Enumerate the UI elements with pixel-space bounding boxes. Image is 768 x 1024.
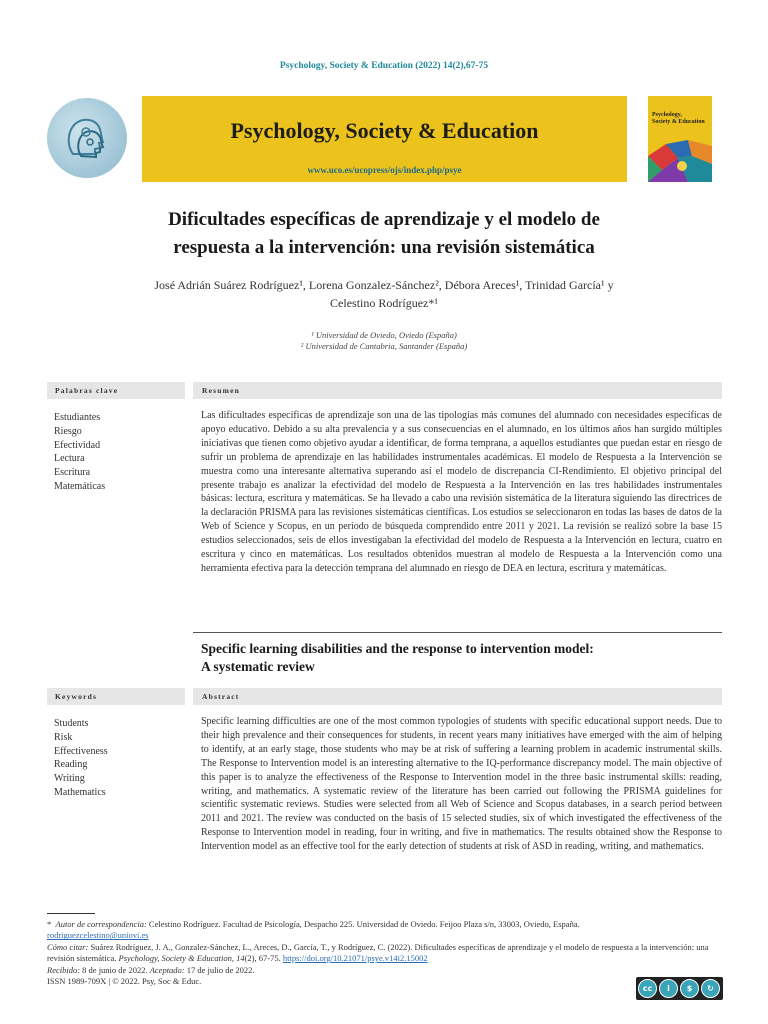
- journal-logo: [47, 98, 127, 178]
- authors-line: Celestino Rodríguez*¹: [330, 296, 438, 310]
- keyword-item: Matemáticas: [54, 480, 106, 492]
- authors: [100, 276, 668, 312]
- correspondence-email-link[interactable]: rodriguezcelestino@uniovi.es: [47, 930, 149, 941]
- english-title: [201, 640, 701, 676]
- cover-title: [652, 112, 710, 126]
- abstract-heading-en: Abstract: [193, 688, 722, 705]
- citation-note: [47, 942, 723, 965]
- journal-cover-thumbnail: [648, 96, 712, 182]
- received-date: 8 de junio de 2022.: [82, 964, 148, 975]
- footnote-rule: [47, 913, 95, 914]
- correspondence-label: Autor de correspondencia:: [55, 919, 147, 929]
- keyword-item: Efectividad: [54, 439, 101, 451]
- footnote: [47, 919, 723, 987]
- attribution-icon: i: [659, 979, 678, 998]
- creative-commons-license-badge[interactable]: [636, 977, 723, 1000]
- journal-url-link[interactable]: www.uco.es/ucopress/ojs/index.php/psye: [307, 165, 462, 175]
- citation-text: Suárez Rodríguez, J. A., Gonzalez-Sánchez, L., Areces, D., García, T., y Rodríguez, C. (2022). Dificultades específicas de aprendizaje y el modelo de respuesta a la intervención: una revisión sistemática.: [47, 941, 709, 964]
- abstract-body-es: Las dificultades específicas de aprendizaje son una de las tipologías más comunes del alumnado con necesidades específicas de apoyo educativo. Debido a su alta prevalencia y a sus consecuencias en el alumnado, en los últimos años han surgido múltiples iniciativas que tienen como objetivo ayudar a identificar, de forma temprana, a aquellos estudiantes que puedan estar en riesgo de sufrir un problema de aprendizaje en las habilidades instrumentales académicas. El modelo de Respuesta a la Intervención se muestra como una interesante alternativa superando así el modelo de discrepancia CI-Rendimiento. El objetivo principal del presente trabajo es analizar la efectividad del modelo de Respuesta a la Intervención en las tres habilidades instrumentales básicas: lectura, escritura y matemáticas. Se ha llevado a cabo una revisión sistemática de la literatura siguiendo las directrices de la declaración PRISMA para las revisiones sistemáticas científicas. Los estudios se seleccionaron en todas las bases de datos de la Web of Science y Scopus, en un período de búsqueda comprendido entre 2011 y 2021. La revisión se realizó sobre la base 15 estudios seleccionados, seis de ellos investigaban la efectividad del modelo de Respuesta a la Intervención en lectura, cuatro en escritura y cinco en matemáticas. Los resultados obtenidos muestran al modelo de Respuesta a la Intervención como una herramienta efectiva para la detección temprana del alumnado en riesgo de DEA en lectura, escritura y matemáticas.: [201, 410, 722, 574]
- citation-journal: Psychology, Society & Education, 14: [118, 953, 245, 964]
- keywords-list-en: [54, 717, 184, 800]
- cover-artwork-icon: [648, 136, 712, 182]
- english-title-line: A systematic review: [201, 659, 315, 674]
- citation-label: Cómo citar:: [47, 941, 89, 952]
- keyword-item: Riesgo: [54, 425, 82, 437]
- keyword-item: Risk: [54, 731, 73, 743]
- keyword-item: Escritura: [54, 467, 91, 479]
- affiliation: ¹ Universidad de Oviedo, Oviedo (España): [311, 330, 457, 340]
- journal-banner: [142, 96, 627, 182]
- cover-title-line: Society & Education: [652, 119, 705, 125]
- citation-pages: (2), 67-75.: [244, 953, 281, 964]
- article-title-line: respuesta a la intervención: una revisión sistemática: [173, 237, 595, 258]
- keyword-item: Lectura: [54, 453, 85, 465]
- sharealike-icon: ↻: [701, 979, 720, 998]
- keywords-heading-en: Keywords: [47, 688, 185, 705]
- issn-note: ISSN 1989-709X | © 2022. Psy, Soc & Educ.: [47, 976, 202, 987]
- article-title: [100, 206, 668, 262]
- keyword-item: Reading: [54, 759, 88, 771]
- section-divider: [193, 632, 722, 633]
- correspondence-text: Celestino Rodríguez. Facultad de Psicología, Despacho 225. Universidad de Oviedo. Feijoo Plaza s/n, 33003, Oviedo, España.: [148, 919, 580, 929]
- accepted-label: Aceptado:: [149, 964, 185, 975]
- keyword-item: Effectiveness: [54, 745, 108, 757]
- cover-title-line: Psychology,: [652, 112, 682, 118]
- affiliation: ² Universidad de Cantabria, Santander (España): [300, 341, 468, 351]
- keyword-item: Writing: [54, 773, 85, 785]
- footnote-marker: *: [47, 919, 52, 929]
- abstract-heading-es: Resumen: [193, 382, 722, 399]
- abstract-body-en: Specific learning difficulties are one of the most common typologies of students with specific educational support needs. Due to their high prevalence and their consequences for students, in recent years many initiatives have emerged with the aim of helping to identify, at an early stage, those students who may be at risk of suffering a learning problem in academic instrumental skills. The Response to Intervention model is an interesting alternative to the IQ-performance discrepancy model. The main objective of this paper is to analyze the effectiveness of the Response to Intervention model in the three basic instrumental skills: reading, writing, and mathematics. A systematic review of the literature has been carried out following the PRISMA guidelines for scientific systematic reviews. Studies were selected from all Web of Science and Scopus databases, in a search period between 2011 and 2021. The review was conducted on the basis of 15 selected studies, six of which investigated the effectiveness of the Response to Intervention model in reading, four in writing, and five in mathematics. The results obtained show the Response to Intervention model as an effective tool for the early detection of students at risk of ASD in reading, writing, and mathematics.: [201, 716, 722, 853]
- doi-link[interactable]: https://doi.org/10.21071/psye.v14i2.15002: [282, 953, 428, 964]
- affiliations: [0, 330, 768, 352]
- english-title-line: Specific learning disabilities and the response to intervention model:: [201, 641, 594, 656]
- keyword-item: Estudiantes: [54, 412, 101, 423]
- authors-line: José Adrián Suárez Rodríguez¹, Lorena Gonzalez-Sánchez², Débora Areces¹, Trinidad García¹ y: [154, 278, 614, 292]
- heads-logo-icon: [59, 110, 115, 166]
- banner-title: Psychology, Society & Education: [230, 118, 539, 143]
- correspondence-note: [47, 919, 723, 930]
- journal-reference: Psychology, Society & Education (2022) 14(2),67-75: [279, 61, 489, 71]
- received-label: Recibido:: [47, 964, 81, 975]
- noncommercial-icon: $: [680, 979, 699, 998]
- keyword-item: Students: [54, 718, 89, 729]
- dates-note: [47, 965, 723, 976]
- accepted-date: 17 de julio de 2022.: [186, 964, 255, 975]
- cc-icon: cc: [638, 979, 657, 998]
- keywords-heading-es: Palabras clave: [47, 382, 185, 399]
- article-title-line: Dificultades específicas de aprendizaje y el modelo de: [168, 209, 600, 230]
- keywords-list-es: [54, 411, 184, 494]
- keyword-item: Mathematics: [54, 786, 106, 798]
